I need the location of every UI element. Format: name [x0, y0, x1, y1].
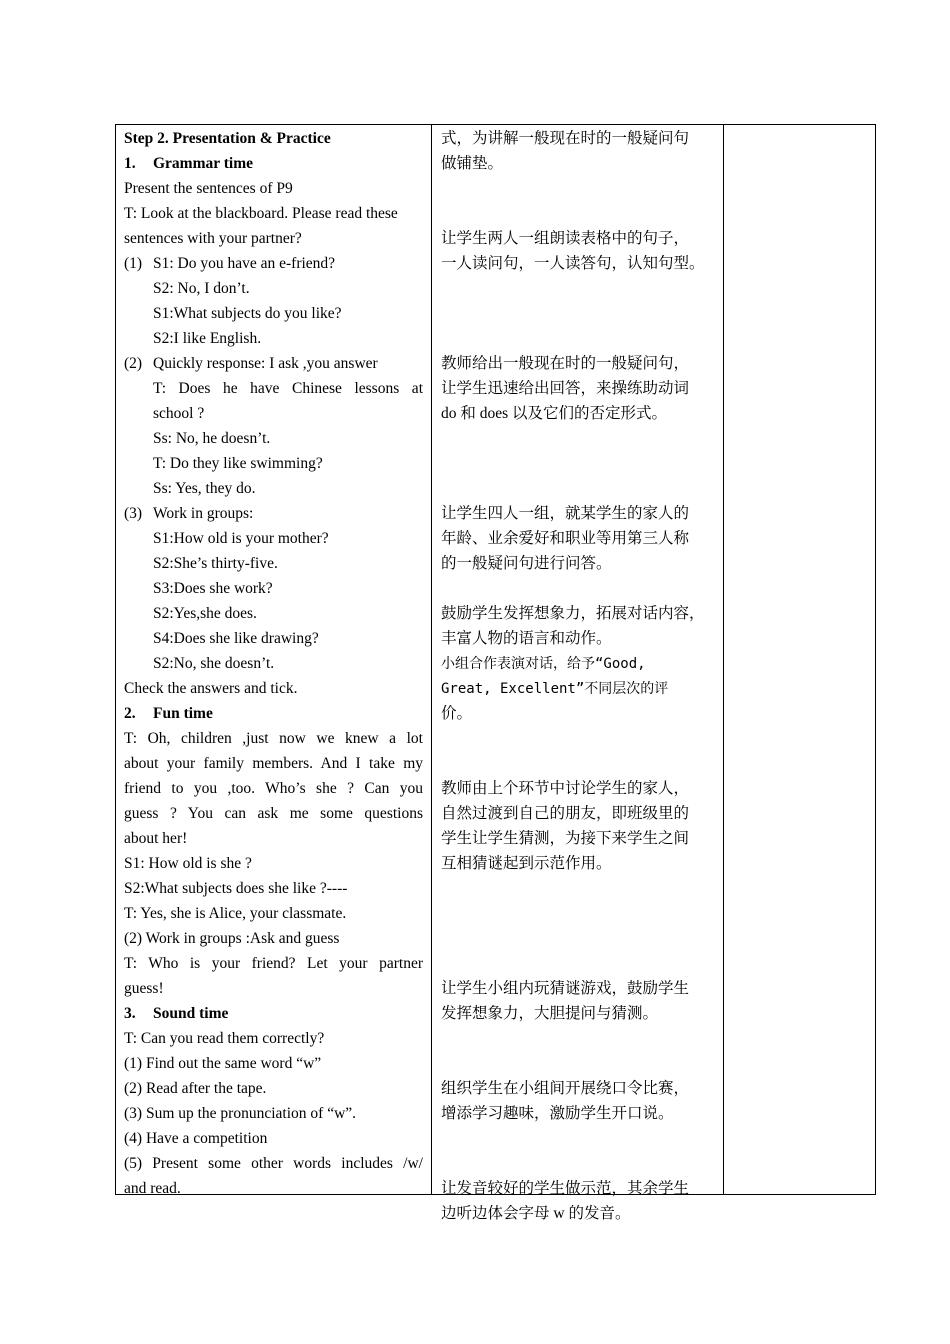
note-line: 式，为讲解一般现在时的一般疑问句: [441, 130, 690, 147]
text-line: (4) Have a competition: [124, 1130, 268, 1147]
note-line: 发挥想象力，大胆提问与猜测。: [441, 1005, 659, 1022]
note-line: 做铺垫。: [441, 155, 504, 172]
text-line: about your family members. And I take my: [124, 755, 423, 772]
procedure-column: [124, 126, 423, 1201]
text-line: (2) Work in groups :Ask and guess: [124, 930, 340, 947]
note-line: 让学生两人一组朗读表格中的句子，: [441, 230, 690, 247]
text-line: T: Oh, children ,just now we knew a lot: [124, 730, 423, 747]
list-item: [124, 251, 423, 276]
step-title: Step 2. Presentation & Practice: [124, 130, 331, 147]
note-line: do 和 does 以及它们的否定形式。: [441, 405, 668, 422]
section-heading-sound: [124, 1001, 423, 1026]
note-line: 教师给出一般现在时的一般疑问句，: [441, 355, 690, 372]
text-line: T: Who is your friend? Let your partner: [124, 955, 423, 972]
text-line: (5) Present some other words includes /w/: [124, 1155, 423, 1172]
text-line: and read.: [124, 1180, 181, 1197]
dialogue-line: S3:Does she work?: [153, 580, 273, 597]
note-text: 小组合作表演对话，给予“Good,: [441, 656, 646, 672]
lesson-plan-table: [115, 124, 876, 1222]
note-line: 互相猜谜起到示范作用。: [441, 855, 612, 872]
text-line: friend to you ,too. Who’s she ? Can you: [124, 780, 423, 797]
dialogue-line: S2:No, she doesn’t.: [153, 655, 275, 672]
section-heading-fun: [124, 701, 423, 726]
text-line: sentences with your partner?: [124, 230, 302, 247]
note-line: 让学生迅速给出回答，来操练助动词: [441, 380, 690, 397]
note-line: 教师由上个环节中讨论学生的家人，: [441, 780, 690, 797]
note-text: Great, Excellent”不同层次的评: [441, 681, 669, 697]
text-line: T: Look at the blackboard. Please read these: [124, 205, 398, 222]
text-line: (2) Read after the tape.: [124, 1080, 267, 1097]
section-number: 2.: [124, 705, 136, 722]
section-title: Sound time: [153, 1005, 229, 1022]
dialogue-line: S2: No, I don’t.: [153, 280, 250, 297]
list-item: [124, 351, 423, 376]
text-line: S1: How old is she ?: [124, 855, 252, 872]
dialogue-line: T: Do they like swimming?: [153, 455, 323, 472]
text-line: Check the answers and tick.: [124, 680, 298, 697]
text-line: T: Yes, she is Alice, your classmate.: [124, 905, 347, 922]
dialogue-line: Ss: No, he doesn’t.: [153, 430, 271, 447]
note-line: 的一般疑问句进行问答。: [441, 555, 612, 572]
text-line: S2:What subjects does she like ?----: [124, 880, 348, 897]
note-line: 让学生四人一组，就某学生的家人的: [441, 505, 690, 522]
section-title: Fun time: [153, 705, 213, 722]
section-heading-grammar: [124, 151, 423, 176]
section-number: 3.: [124, 1005, 136, 1022]
note-line: 丰富人物的语言和动作。: [441, 630, 612, 647]
column-divider: [723, 125, 724, 1194]
dialogue-line: S1:What subjects do you like?: [153, 305, 342, 322]
note-line: 价。: [441, 705, 473, 722]
note-line: 让发音较好的学生做示范，其余学生: [441, 1180, 690, 1197]
note-line: 年龄、业余爱好和职业等用第三人称: [441, 530, 690, 547]
note-line: [441, 651, 715, 676]
text-line: (3) Sum up the pronunciation of “w”.: [124, 1105, 357, 1122]
column-divider: [431, 125, 432, 1194]
dialogue-line: Ss: Yes, they do.: [153, 480, 256, 497]
text-line: T: Can you read them correctly?: [124, 1030, 325, 1047]
dialogue-line: school ?: [153, 405, 205, 422]
list-item: [124, 501, 423, 526]
item-text: S1: Do you have an e-friend?: [153, 255, 336, 272]
item-number: (2): [124, 355, 143, 372]
note-line: 组织学生在小组间开展绕口令比赛，: [441, 1080, 690, 1097]
text-line: about her!: [124, 830, 188, 847]
text-line: Present the sentences of P9: [124, 180, 293, 197]
item-number: (1): [124, 255, 143, 272]
note-line: 学生让学生猜测，为接下来学生之间: [441, 830, 690, 847]
note-line: 边听边体会字母 w 的发音。: [441, 1205, 631, 1222]
item-number: (3): [124, 505, 143, 522]
item-text: Quickly response: I ask ,you answer: [153, 355, 378, 372]
note-line: 鼓励学生发挥想象力，拓展对话内容，: [441, 605, 705, 622]
note-line: [441, 676, 715, 701]
item-text: Work in groups:: [153, 505, 254, 522]
intent-column: [441, 126, 715, 1226]
dialogue-line: T: Does he have Chinese lessons at: [153, 380, 423, 397]
dialogue-line: S4:Does she like drawing?: [153, 630, 319, 647]
dialogue-line: S2:Yes,she does.: [153, 605, 257, 622]
dialogue-line: S1:How old is your mother?: [153, 530, 329, 547]
note-line: 一人读问句，一人读答句，认知句型。: [441, 255, 705, 272]
dialogue-line: S2:I like English.: [153, 330, 262, 347]
section-number: 1.: [124, 155, 136, 172]
section-title: Grammar time: [153, 155, 253, 172]
note-line: 自然过渡到自己的朋友，即班级里的: [441, 805, 690, 822]
text-line: guess ? You can ask me some questions: [124, 805, 423, 822]
note-line: 增添学习趣味，激励学生开口说。: [441, 1105, 674, 1122]
text-line: guess!: [124, 980, 164, 997]
dialogue-line: S2:She’s thirty-five.: [153, 555, 278, 572]
note-line: 让学生小组内玩猜谜游戏，鼓励学生: [441, 980, 690, 997]
text-line: (1) Find out the same word “w”: [124, 1055, 322, 1072]
